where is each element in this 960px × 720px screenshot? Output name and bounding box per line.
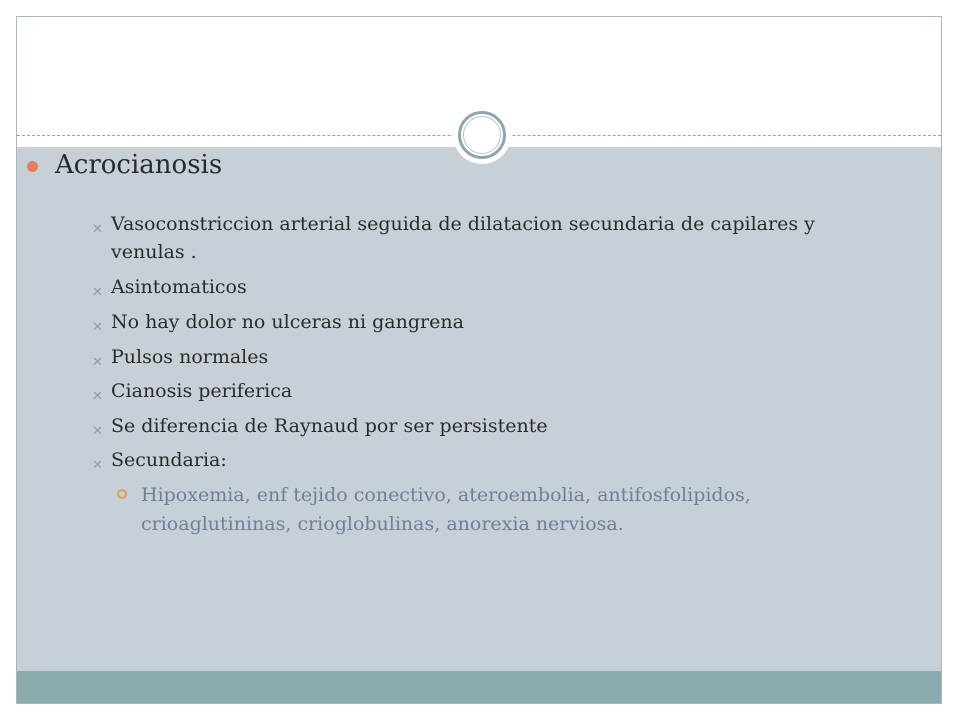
cross-bullet-icon: ✕ (92, 424, 103, 439)
list-item-text: Se diferencia de Raynaud por ser persistente (111, 415, 548, 437)
list-item (92, 343, 891, 371)
cross-bullet-icon: ✕ (92, 222, 103, 237)
list-item-text: Pulsos normales (111, 346, 269, 368)
list-item (92, 308, 891, 336)
ring-bullet-icon (117, 489, 127, 499)
footer-band (17, 671, 941, 704)
list-item (92, 412, 891, 440)
list-item (92, 210, 891, 266)
sub-list-item-text: Hipoxemia, enf tejido conectivo, ateroembolia, antifosfolipidos, crioaglutininas, crioglobulinas, anorexia nerviosa. (141, 484, 751, 535)
bullet-title (55, 150, 222, 180)
list-item-text: Secundaria: (111, 449, 227, 471)
sub-list-item (141, 481, 861, 539)
slide-title: Acrocianosis (55, 150, 223, 180)
filled-circle-bullet-icon (27, 161, 38, 172)
list-item-text: Vasoconstriccion arterial seguida de dilatacion secundaria de capilares y venulas . (111, 213, 815, 263)
list-item (92, 377, 891, 405)
cross-bullet-icon: ✕ (92, 458, 103, 473)
list-item (92, 273, 891, 301)
cross-bullet-icon: ✕ (92, 320, 103, 335)
cross-bullet-icon: ✕ (92, 389, 103, 404)
list-item (92, 446, 891, 474)
list-item-text: No hay dolor no ulceras ni gangrena (111, 311, 464, 333)
decorative-ring-icon (458, 111, 506, 159)
cross-bullet-icon: ✕ (92, 285, 103, 300)
list-item-text: Cianosis periferica (111, 380, 293, 402)
cross-bullet-icon: ✕ (92, 355, 103, 370)
list-item-text: Asintomaticos (111, 276, 247, 298)
